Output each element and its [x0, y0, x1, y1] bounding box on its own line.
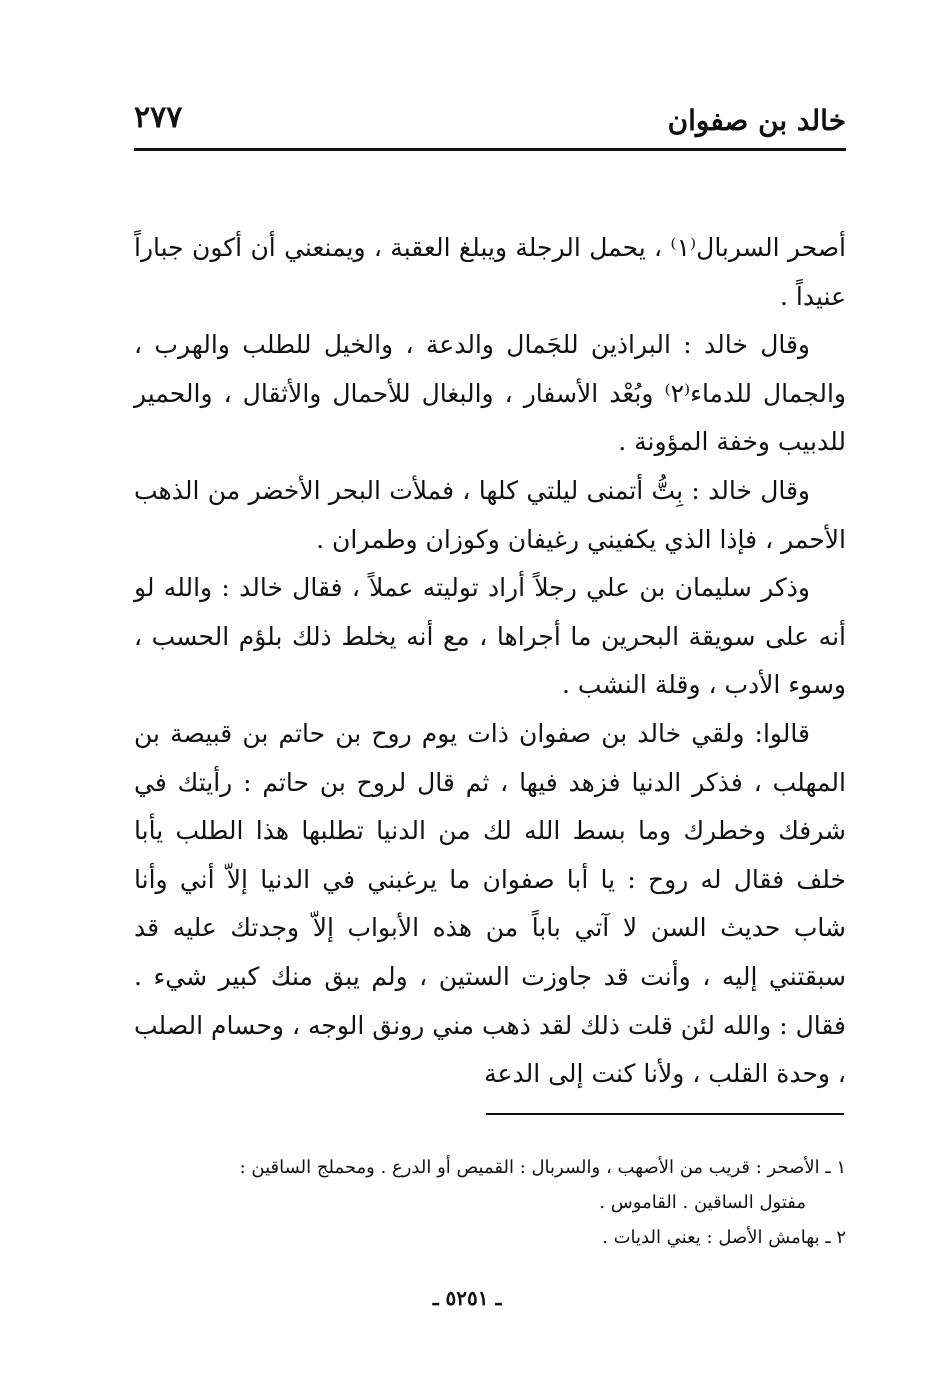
paragraph-5: قالوا: ولقي خالد بن صفوان ذات يوم روح بن حاتم بن قبيصة بن المهلب ، فذكر الدنيا فزهد فيها ، ثم قال لروح بن حاتم : رأيتك في شرفك وخطرك وما بسط الله لك من الدنيا تطلبها هذا الطلب يأبا خلف فقال له روح : يا أبا صفوان ما يرغبني في الدنيا إلاّ أني وأنا شاب حديث السن لا آتي باباً من هذه الأبواب إلاّ وجدتك عليه قد سبقتني إليه ، وأنت قد جاوزت الستين ، ولم يبق منك كبير شيء . فقال : والله لئن قلت ذلك لقد ذهب مني رونق الوجه ، وحسام الصلب ، وحدة القلب ، ولأنا كنت إلى الدعة	[134, 718, 846, 1089]
footnote-1-continuation: مفتول الساقين . القاموس .	[599, 1192, 806, 1213]
header-title: خالد بن صفوان	[667, 104, 846, 137]
paragraph-1: أصحر السربال⁽١⁾ ، يحمل الرجلة ويبلغ العقبة ، ويمنعني أن أكون جباراً عنيداً .	[134, 233, 847, 311]
header-divider	[134, 148, 846, 151]
paragraph-3: وقال خالد : بِتُّ أتمنى ليلتي كلها ، فملأت البحر الأخضر من الذهب الأحمر ، فإذا الذي يكفيني رغيفان وكوزان وطمران .	[134, 475, 846, 554]
main-text	[134, 224, 846, 1099]
footnote-divider	[486, 1113, 844, 1115]
paragraph-4: وذكر سليمان بن علي رجلاً أراد توليته عملاً ، فقال خالد : والله لو أنه على سويقة البحرين ما أجراها ، مع أنه يخلط ذلك بلؤم الحسب ، وسوء الأدب ، وقلة النشب .	[134, 573, 846, 700]
header-page-number: ٢٧٧	[134, 100, 183, 135]
footnotes	[134, 1150, 846, 1255]
paragraph-2: وقال خالد : البراذين للجَمال والدعة ، والخيل للطلب والهرب ، والجمال للدماء⁽٢⁾ وبُعْد الأسفار ، والبغال للأحمال والأثقال ، والحمير للدبيب وخفة المؤونة .	[134, 330, 846, 457]
footnote-1: ١ ـ الأصحر : قريب من الأصهب ، والسربال : القميص أو الدرع . ومحملج الساقين :	[239, 1157, 846, 1178]
footer-page-number: ـ ٥٢٥١ ـ	[432, 1286, 502, 1310]
footnote-2: ٢ ـ بهامش الأصل : يعني الديات .	[602, 1227, 846, 1248]
running-header	[134, 96, 846, 148]
